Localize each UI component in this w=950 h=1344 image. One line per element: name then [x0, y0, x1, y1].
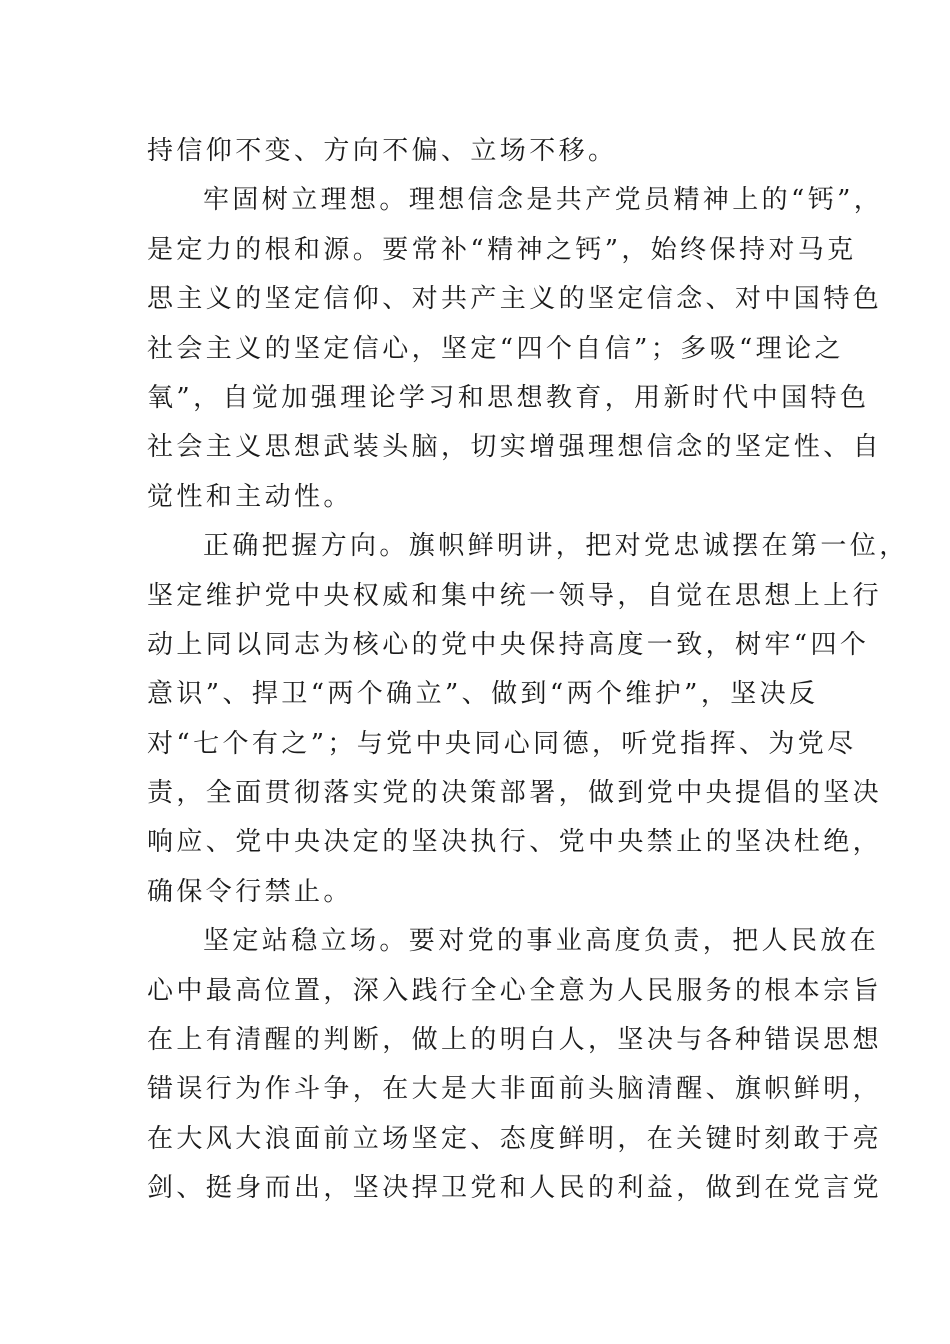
text-line: 动上同以同志为核心的党中央保持高度一致，树牢“四个	[147, 629, 870, 660]
text-line: 在上有清醒的判断，做上的明白人，坚决与各种错误思想	[147, 1025, 883, 1056]
text-line: 坚定站稳立场。要对党的事业高度负责，把人民放在	[203, 926, 880, 957]
text-line: 持信仰不变、方向不偏、立场不移。	[147, 136, 618, 166]
text-line: 坚定维护党中央权威和集中统一领导，自觉在思想上上行	[147, 580, 883, 611]
paragraph	[147, 127, 827, 176]
paragraph	[147, 522, 909, 917]
text-line: 社会主义的坚定信心，坚定“四个自信”；多吸“理论之	[147, 333, 844, 364]
text-line: 意识”、捍卫“两个确立”、做到“两个维护”，坚决反	[147, 679, 819, 710]
text-line: 对“七个有之”；与党中央同心同德，听党指挥、为党尽	[147, 728, 857, 759]
paragraph	[147, 176, 884, 522]
text-line: 是定力的根和源。要常补“精神之钙”，始终保持对马克	[147, 234, 857, 265]
text-line: 确保令行禁止。	[147, 876, 353, 907]
text-line: 在大风大浪面前立场坚定、态度鲜明，在关键时刻敢于亮	[147, 1123, 883, 1154]
text-line: 响应、党中央决定的坚决执行、党中央禁止的坚决杜绝，	[147, 827, 883, 858]
text-line: 牢固树立理想。理想信念是共产党员精神上的“钙”，	[203, 185, 884, 216]
body-text	[147, 127, 909, 1214]
text-line: 思主义的坚定信仰、对共产主义的坚定信念、对中国特色	[147, 284, 883, 315]
text-line: 剑、挺身而出，坚决捍卫党和人民的利益，做到在党言党	[147, 1173, 883, 1204]
text-line: 正确把握方向。旗帜鲜明讲，把对党忠诚摆在第一位，	[203, 531, 909, 562]
text-line: 错误行为作斗争，在大是大非面前头脑清醒、旗帜鲜明，	[147, 1074, 883, 1105]
text-line: 觉性和主动性。	[147, 481, 353, 512]
text-line: 责，全面贯彻落实党的决策部署，做到党中央提倡的坚决	[147, 778, 883, 809]
text-line: 心中最高位置，深入践行全心全意为人民服务的根本宗旨	[147, 975, 883, 1006]
paragraph	[147, 917, 883, 1213]
text-line: 氧”，自觉加强理论学习和思想教育，用新时代中国特色	[147, 382, 870, 413]
text-line: 社会主义思想武装头脑，切实增强理想信念的坚定性、自	[147, 432, 883, 463]
